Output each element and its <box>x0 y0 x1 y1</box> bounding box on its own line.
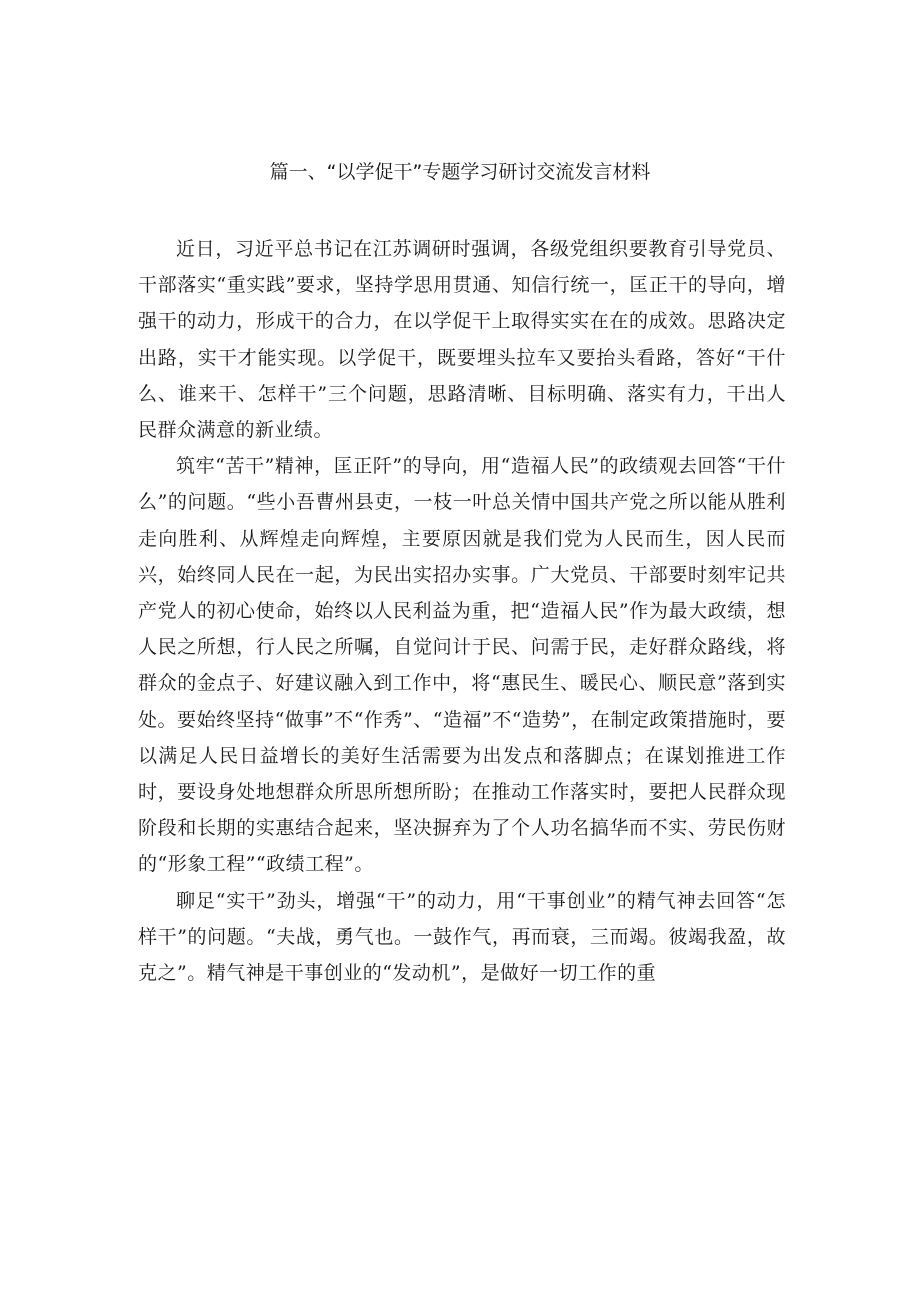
paragraph-1: 近日，习近平总书记在江苏调研时强调，各级党组织要教育引导党员、干部落实“重实践”要求，坚持学思用贯通、知信行统一，匡正干的导向，增强干的动力，形成干的合力，在以学促干上取得实实在在的成效。思路决定出路，实干才能实现。以学促干，既要埋头拉车又要抬头看路，答好“干什么、谁来干、怎样干”三个问题，思路清晰、目标明确、落实有力，干出人民群众满意的新业绩。 <box>138 238 786 442</box>
paragraph-3: 聊足“实干”劲头，增强“干”的动力，用“干事创业”的精气神去回答“怎样干”的问题。“夫战，勇气也。一鼓作气，再而衰，三而竭。彼竭我盈，故克之”。精气神是干事创业的“发动机”，是做好一切工作的重 <box>138 889 786 985</box>
document-title: 篇一、“以学促干”专题学习研讨交流发言材料 <box>269 161 651 183</box>
paragraph-2: 筑牢“苦干”精神，匡正阡”的导向，用“造福人民”的政绩观去回答“干什么”的问题。“些小吾曹州县吏，一枝一叶总关情中国共产党之所以能从胜利走向胜利、从辉煌走向辉煌，主要原因就是我们党为人民而生，因人民而兴，始终同人民在一起，为民出实招办实事。广大党员、干部要时刻牢记共产党人的初心使命，始终以人民利益为重，把“造福人民”作为最大政绩，想人民之所想，行人民之所嘱，自觉问计于民、问需于民，走好群众路线，将群众的金点子、好建议融入到工作中，将“惠民生、暖民心、顺民意”落到实处。要始终坚持“做事”不“作秀”、“造福”不“造势”，在制定政策措施时，要以满足人民日益增长的美好生活需要为出发点和落脚点；在谋划推进工作时，要设身处地想群众所思所想所盼；在推动工作落实时，要把人民群众现阶段和长期的实惠结合起来，坚决摒弃为了个人功名搞华而不实、劳民伤财的“形象工程”“政绩工程”。 <box>138 455 786 876</box>
document-body <box>138 231 786 991</box>
